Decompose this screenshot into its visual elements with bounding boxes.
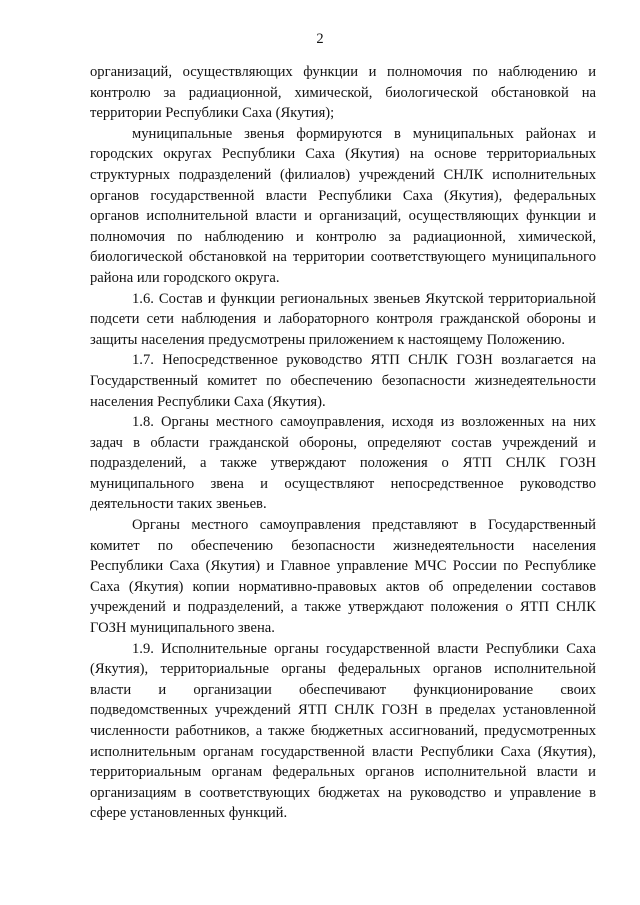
paragraph-municipal-links: муниципальные звенья формируются в муниципальных районах и городских округах Республики Саха (Якутия) на основе территориальных структурных подразделений (филиалов) учреждений СНЛК исполнительных органов государственной власти Республики Саха (Якутия), федеральных органов исполнительной власти и организаций, осуществляющих функции и полномочия по наблюдению и контролю за радиационной, химической, биологической обстановкой на территории соответствующего муниципального района или городского округа. bbox=[90, 125, 596, 286]
paragraph-1-9: 1.9. Исполнительные органы государственной власти Республики Саха (Якутия), территориальные органы федеральных органов исполнительной власти и организации обеспечивают функционирование своих подведомственных учреждений ЯТП СНЛК ГОЗН в пределах установленной численности работников, а также бюджетных ассигнований, предусмотренных исполнительным органам государственной власти Республики Саха (Якутия), территориальным органам федеральных органов исполнительной власти и организациям в соответствующих бюджетах на руководство и управление в сфере установленных функций. bbox=[90, 640, 596, 822]
paragraph-1-6: 1.6. Состав и функции региональных звеньев Якутской территориальной подсети сети наблюдения и лабораторного контроля гражданской обороны и защиты населения предусмотрены приложением к настоящему Положению. bbox=[90, 290, 596, 348]
paragraph-1-7: 1.7. Непосредственное руководство ЯТП СНЛК ГОЗН возлагается на Государственный комитет по обеспечению безопасности жизнедеятельности населения Республики Саха (Якутия). bbox=[90, 352, 596, 410]
paragraph-1-8: 1.8. Органы местного самоуправления, исходя из возложенных на них задач в области гражданской обороны, определяют состав учреждений и подразделений, а также утверждают положения о ЯТП СНЛК ГОЗН муниципального звена и осуществляют непосредственное руководство деятельности таких звеньев. bbox=[90, 414, 596, 513]
page-number: 2 bbox=[316, 31, 324, 47]
paragraph-local-government: Органы местного самоуправления представляют в Государственный комитет по обеспечению безопасности жизнедеятельности населения Республики Саха (Якутия) и Главное управление МЧС России по Республике Саха (Якутия) копии нормативно-правовых актов об определении составов учреждений и подразделений, а также утверждают положения о ЯТП СНЛК ГОЗН муниципального звена. bbox=[90, 517, 596, 637]
body-text bbox=[90, 62, 596, 824]
paragraph-continuation: организаций, осуществляющих функции и полномочия по наблюдению и контролю за радиационной, химической, биологической обстановкой на территории Республики Саха (Якутия); bbox=[90, 64, 596, 122]
